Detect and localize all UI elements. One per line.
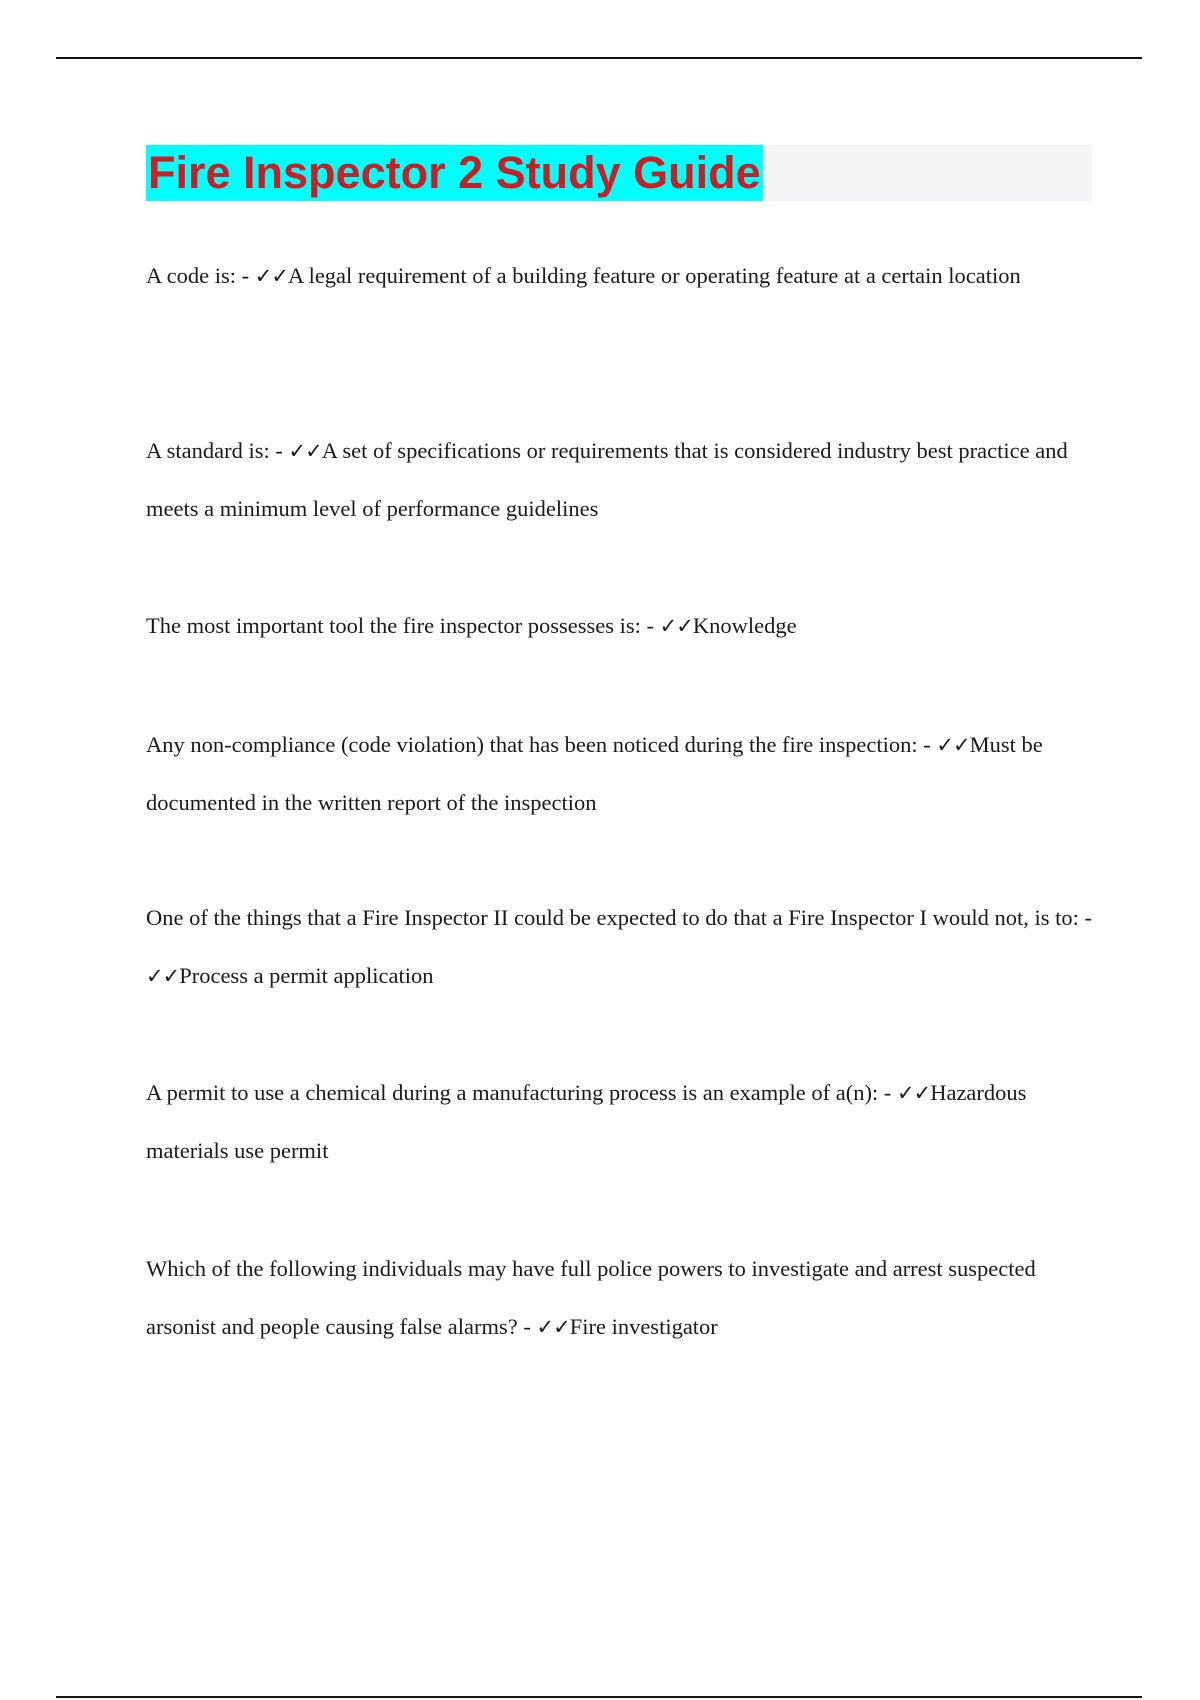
double-check-icon: ✓✓ (897, 1081, 931, 1105)
question-item (146, 716, 1096, 832)
question-answer: A legal requirement of a building feature or operating feature at a certain location (287, 263, 1021, 288)
double-check-icon: ✓✓ (536, 1315, 570, 1339)
question-item (146, 1064, 1096, 1180)
question-answer: Knowledge (692, 613, 797, 638)
double-check-icon: ✓✓ (659, 614, 693, 638)
question-item (146, 247, 1096, 305)
question-answer: Must be documented in the written report of the inspection (146, 732, 1043, 815)
question-answer: A set of specifications or requirements that is considered industry best practice and meets a minimum level of performance guidelines (146, 438, 1068, 521)
question-answer: Process a permit application (179, 963, 434, 988)
question-prompt: Which of the following individuals may have full police powers to investigate and arrest suspected arsonist and people causing false alarms? - (146, 1256, 1036, 1339)
question-prompt: One of the things that a Fire Inspector II could be expected to do that a Fire Inspector I would not, is to: - (146, 905, 1092, 930)
question-answer: Fire investigator (569, 1314, 718, 1339)
question-item (146, 597, 1096, 655)
header-rule (56, 57, 1142, 59)
double-check-icon: ✓✓ (146, 964, 180, 988)
page-title: Fire Inspector 2 Study Guide (146, 145, 763, 201)
double-check-icon: ✓✓ (254, 264, 288, 288)
question-prompt: A code is: - (146, 263, 255, 288)
question-prompt: Any non-compliance (code violation) that has been noticed during the fire inspection: - (146, 732, 937, 757)
question-prompt: A permit to use a chemical during a manufacturing process is an example of a(n): - (146, 1080, 897, 1105)
footer-rule (56, 1696, 1142, 1698)
double-check-icon: ✓✓ (936, 733, 970, 757)
question-prompt: The most important tool the fire inspector possesses is: - (146, 613, 660, 638)
question-item (146, 889, 1096, 1005)
question-item (146, 422, 1096, 538)
question-prompt: A standard is: - (146, 438, 289, 463)
double-check-icon: ✓✓ (288, 439, 322, 463)
question-item (146, 1240, 1096, 1356)
question-answer: Hazardous materials use permit (146, 1080, 1027, 1163)
